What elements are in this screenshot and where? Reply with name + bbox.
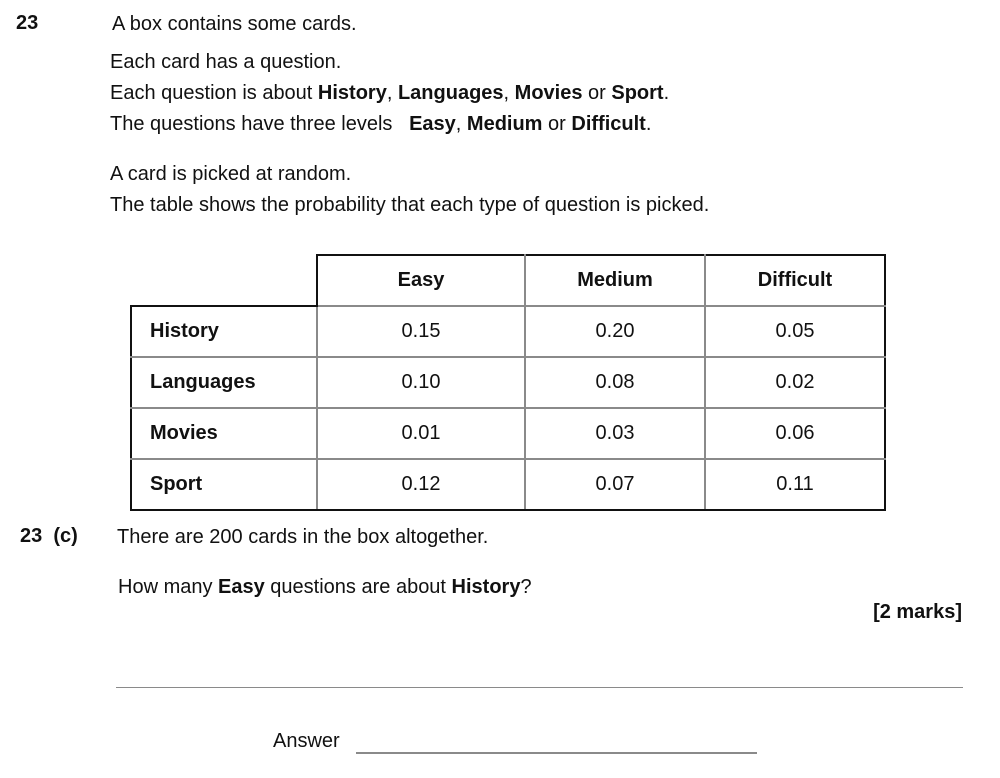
part-c-statement: There are 200 cards in the box altogether. [117, 526, 489, 548]
marks-label: [2 marks] [873, 601, 962, 623]
table-row [131, 357, 885, 408]
table-cell: 0.06 [705, 408, 885, 459]
table-row [131, 459, 885, 510]
column-header: Difficult [705, 255, 885, 306]
levels-text: The questions have three levels Easy, Medium or Difficult. [110, 113, 652, 135]
table-cell: 0.20 [525, 306, 705, 357]
table-cell: 0.12 [317, 459, 525, 510]
row-header: Languages [131, 357, 317, 408]
topics-text: Each question is about History, Languages, Movies or Sport. [110, 82, 670, 104]
table-intro-text: The table shows the probability that each type of question is picked. [110, 194, 710, 216]
row-header: Sport [131, 459, 317, 510]
card-text: Each card has a question. [110, 51, 342, 73]
table-cell: 0.03 [525, 408, 705, 459]
question-number: 23 [16, 12, 39, 34]
column-header: Medium [525, 255, 705, 306]
table-cell: 0.08 [525, 357, 705, 408]
table-row [131, 306, 885, 357]
table-row [131, 408, 885, 459]
table-cell: 0.07 [525, 459, 705, 510]
working-line[interactable] [116, 687, 963, 688]
table-cell: 0.10 [317, 357, 525, 408]
table-cell: 0.05 [705, 306, 885, 357]
row-header: History [131, 306, 317, 357]
table-header-row [131, 255, 885, 306]
intro-text: A box contains some cards. [112, 13, 357, 35]
table-cell: 0.15 [317, 306, 525, 357]
answer-input-line[interactable] [356, 752, 757, 754]
row-header: Movies [131, 408, 317, 459]
table-cell: 0.11 [705, 459, 885, 510]
probability-table [130, 254, 886, 511]
part-c-question: How many Easy questions are about History? [118, 576, 532, 598]
answer-label: Answer [273, 730, 340, 752]
table-corner [131, 255, 317, 306]
part-label: 23 (c) [20, 525, 78, 547]
random-text: A card is picked at random. [110, 163, 352, 185]
column-header: Easy [317, 255, 525, 306]
table-cell: 0.02 [705, 357, 885, 408]
table-cell: 0.01 [317, 408, 525, 459]
